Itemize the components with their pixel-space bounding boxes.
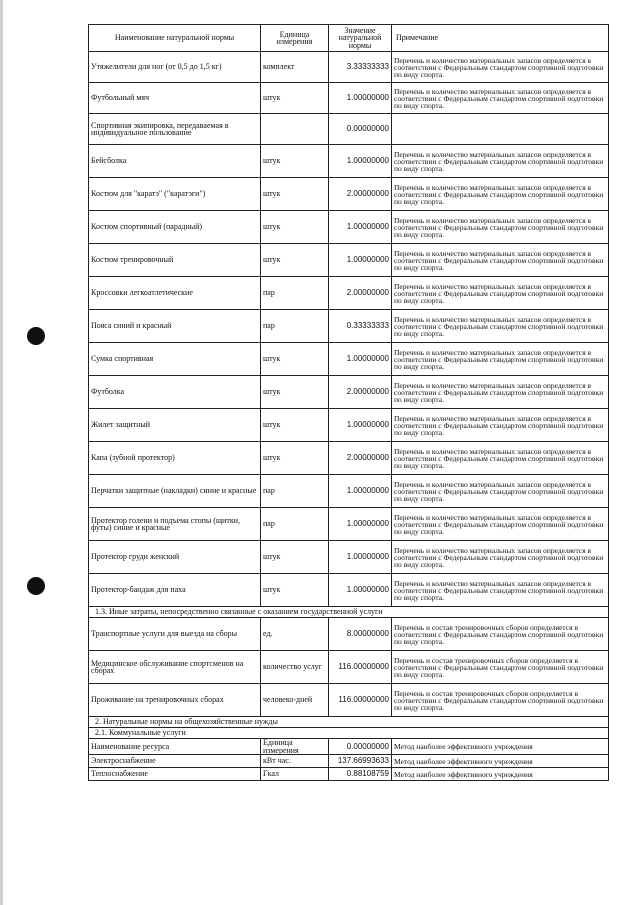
item-name: Бейсболка [89, 145, 261, 178]
table-row [89, 574, 609, 607]
item-value: 1.00000000 [329, 508, 392, 541]
item-name: Жилет защитный [89, 409, 261, 442]
item-unit: Единица измерения [261, 739, 329, 755]
table-row [89, 768, 609, 781]
scan-edge [0, 0, 3, 905]
item-value: 1.00000000 [329, 541, 392, 574]
table-row [89, 310, 609, 343]
table-row [89, 508, 609, 541]
item-name: Перчатки защитные (накладки) синие и красные [89, 475, 261, 508]
table-row [89, 409, 609, 442]
item-value: 116.00000000 [329, 651, 392, 684]
item-value: 1.00000000 [329, 409, 392, 442]
item-note: Перечень и состав тренировочных сборов определяется в соответствии с Федеральным стандартом спортивной подготовки по виду спорта. [392, 651, 609, 684]
table-row [89, 145, 609, 178]
item-value: 1.00000000 [329, 343, 392, 376]
item-name: Костюм для "каратэ" ("каратэги") [89, 178, 261, 211]
section-row [89, 607, 609, 618]
item-name: Протектор-бандаж для паха [89, 574, 261, 607]
norms-table [88, 24, 609, 781]
item-value: 116.00000000 [329, 684, 392, 717]
item-value: 1.00000000 [329, 83, 392, 114]
table-row [89, 442, 609, 475]
item-name: Костюм тренировочный [89, 244, 261, 277]
table-row [89, 277, 609, 310]
item-unit: штук [261, 83, 329, 114]
item-name: Пояса синий и красный [89, 310, 261, 343]
item-value: 0.88108759 [329, 768, 392, 781]
item-note: Перечень и количество материальных запасов определяется в соответствии с Федеральным стандартом спортивной подготовки по виду спорта. [392, 442, 609, 475]
table-body [89, 52, 609, 781]
item-value: 0.00000000 [329, 739, 392, 755]
item-value: 1.00000000 [329, 145, 392, 178]
item-name: Футбольный мяч [89, 83, 261, 114]
item-name: Кроссовки легкоатлетические [89, 277, 261, 310]
item-note: Перечень и количество материальных запасов определяется в соответствии с Федеральным стандартом спортивной подготовки по виду спорта. [392, 343, 609, 376]
item-name: Костюм спортивный (парадный) [89, 211, 261, 244]
header-unit: Единица измерения [261, 25, 329, 52]
item-name: Футболка [89, 376, 261, 409]
table-header-row [89, 25, 609, 52]
item-unit: пар [261, 508, 329, 541]
item-unit: Гкал [261, 768, 329, 781]
section-title-utilities: 2.1. Коммунальные услуги [89, 728, 609, 739]
table-row [89, 376, 609, 409]
item-unit: пар [261, 310, 329, 343]
item-value: 1.00000000 [329, 244, 392, 277]
item-name: Медицинское обслуживание спортсменов на сборах [89, 651, 261, 684]
item-value: 1.00000000 [329, 211, 392, 244]
table-row [89, 618, 609, 651]
item-name: Утяжелители для ног (от 0,5 до 1,5 кг) [89, 52, 261, 83]
item-unit: штук [261, 145, 329, 178]
item-unit: штук [261, 376, 329, 409]
item-note: Перечень и количество материальных запасов определяется в соответствии с Федеральным стандартом спортивной подготовки по виду спорта. [392, 541, 609, 574]
table-row [89, 684, 609, 717]
table-row [89, 541, 609, 574]
item-value: 2.00000000 [329, 178, 392, 211]
item-note [392, 114, 609, 145]
item-unit: штук [261, 244, 329, 277]
item-unit: пар [261, 475, 329, 508]
item-note: Метод наиболее эффективного учреждения [392, 768, 609, 781]
item-value: 137.66993633 [329, 755, 392, 768]
section-row [89, 717, 609, 728]
item-unit: человеко-дней [261, 684, 329, 717]
item-unit: количество услуг [261, 651, 329, 684]
item-name: Капа (зубной протектор) [89, 442, 261, 475]
table-row [89, 83, 609, 114]
item-note: Перечень и количество материальных запасов определяется в соответствии с Федеральным стандартом спортивной подготовки по виду спорта. [392, 52, 609, 83]
item-note: Перечень и количество материальных запасов определяется в соответствии с Федеральным стандартом спортивной подготовки по виду спорта. [392, 574, 609, 607]
item-note: Перечень и количество материальных запасов определяется в соответствии с Федеральным стандартом спортивной подготовки по виду спорта. [392, 244, 609, 277]
item-unit: кВт час. [261, 755, 329, 768]
item-value: 2.00000000 [329, 376, 392, 409]
item-name: Электроснабжение [89, 755, 261, 768]
item-unit: пар [261, 277, 329, 310]
section-title-household: 2. Натуральные нормы на общехозяйственные нужды [89, 717, 609, 728]
item-name: Транспортные услуги для выезда на сборы [89, 618, 261, 651]
item-value: 8.00000000 [329, 618, 392, 651]
item-value: 0.00000000 [329, 114, 392, 145]
item-value: 2.00000000 [329, 277, 392, 310]
item-name: Проживание на тренировочных сборах [89, 684, 261, 717]
punch-hole-mark [27, 577, 45, 595]
item-unit: штук [261, 211, 329, 244]
item-note: Перечень и количество материальных запасов определяется в соответствии с Федеральным стандартом спортивной подготовки по виду спорта. [392, 508, 609, 541]
table-row [89, 755, 609, 768]
table-row [89, 244, 609, 277]
item-name: Протектор голени и подъема стопы (щитки, футы) синие и красные [89, 508, 261, 541]
item-unit: ед. [261, 618, 329, 651]
item-note: Перечень и количество материальных запасов определяется в соответствии с Федеральным стандартом спортивной подготовки по виду спорта. [392, 145, 609, 178]
table-row [89, 114, 609, 145]
header-value: Значение натуральной нормы [329, 25, 392, 52]
item-value: 2.00000000 [329, 442, 392, 475]
item-value: 1.00000000 [329, 574, 392, 607]
table-row [89, 475, 609, 508]
item-note: Перечень и количество материальных запасов определяется в соответствии с Федеральным стандартом спортивной подготовки по виду спорта. [392, 178, 609, 211]
item-note: Перечень и состав тренировочных сборов определяется в соответствии с Федеральным стандартом спортивной подготовки по виду спорта. [392, 684, 609, 717]
section-title-other-costs: 1.3. Иные затраты, непосредственно связанные с оказанием государственной услуги [89, 607, 609, 618]
item-name: Сумка спортивная [89, 343, 261, 376]
item-unit: штук [261, 178, 329, 211]
item-note: Метод наиболее эффективного учреждения [392, 755, 609, 768]
header-name: Наименование натуральной нормы [89, 25, 261, 52]
item-unit: штук [261, 442, 329, 475]
item-note: Перечень и количество материальных запасов определяется в соответствии с Федеральным стандартом спортивной подготовки по виду спорта. [392, 277, 609, 310]
item-note: Перечень и количество материальных запасов определяется в соответствии с Федеральным стандартом спортивной подготовки по виду спорта. [392, 376, 609, 409]
item-name: Спортивная экипировка, передаваемая в индивидуальное пользование [89, 114, 261, 145]
item-value: 1.00000000 [329, 475, 392, 508]
item-note: Перечень и количество материальных запасов определяется в соответствии с Федеральным стандартом спортивной подготовки по виду спорта. [392, 409, 609, 442]
table-row [89, 651, 609, 684]
item-unit [261, 114, 329, 145]
table-row [89, 739, 609, 755]
section-row [89, 728, 609, 739]
item-value: 0.33333333 [329, 310, 392, 343]
item-unit: штук [261, 541, 329, 574]
item-note: Перечень и количество материальных запасов определяется в соответствии с Федеральным стандартом спортивной подготовки по виду спорта. [392, 475, 609, 508]
table-row [89, 52, 609, 83]
item-name: Наименование ресурса [89, 739, 261, 755]
item-unit: штук [261, 343, 329, 376]
item-note: Перечень и количество материальных запасов определяется в соответствии с Федеральным стандартом спортивной подготовки по виду спорта. [392, 310, 609, 343]
punch-hole-mark [27, 327, 45, 345]
item-note: Перечень и количество материальных запасов определяется в соответствии с Федеральным стандартом спортивной подготовки по виду спорта. [392, 211, 609, 244]
item-note: Перечень и состав тренировочных сборов определяется в соответствии с Федеральным стандартом спортивной подготовки по виду спорта. [392, 618, 609, 651]
table-row [89, 211, 609, 244]
item-unit: штук [261, 409, 329, 442]
item-value: 3.33333333 [329, 52, 392, 83]
item-name: Теплоснабжение [89, 768, 261, 781]
item-name: Протектор груди женский [89, 541, 261, 574]
item-unit: комплект [261, 52, 329, 83]
item-note: Метод наиболее эффективного учреждения [392, 739, 609, 755]
table-row [89, 343, 609, 376]
item-note: Перечень и количество материальных запасов определяется в соответствии с Федеральным стандартом спортивной подготовки по виду спорта. [392, 83, 609, 114]
header-note: Примечание [392, 25, 609, 52]
table-row [89, 178, 609, 211]
item-unit: штук [261, 574, 329, 607]
